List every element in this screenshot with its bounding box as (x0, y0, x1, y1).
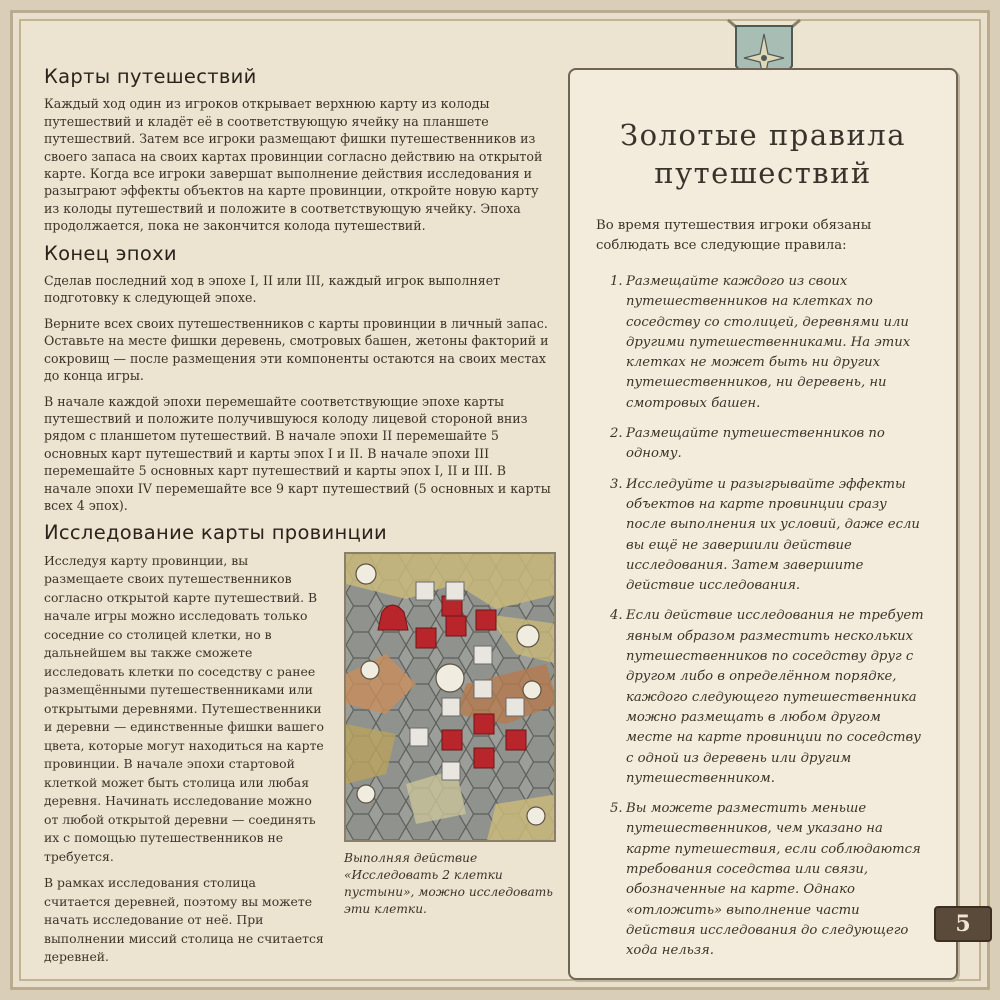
epoch-paragraph-2: Верните всех своих путешественников с карты провинции в личный запас. Оставьте на месте фишки деревень, смотровых башен, жетоны факторий и сокровищ — после размещения эти компоненты остаются на своих местах до конца игры. (44, 315, 549, 384)
page-number: 5 (934, 906, 992, 942)
left-column (44, 62, 554, 977)
rule-item (610, 272, 930, 414)
rule-number: 4. (610, 608, 623, 624)
golden-rules-title: Золотые правила путешествий (620, 118, 906, 190)
explore-section (44, 521, 554, 966)
golden-rules-list (610, 272, 930, 962)
explore-paragraph-2: В рамках исследования столица считается деревней, поэтому вы можете начать исследование от неё. При выполнении миссий столица не считается деревней. (44, 875, 324, 965)
map-caption: Выполняя действие «Исследовать 2 клетки пустыни», можно исследовать эти клетки. (344, 850, 553, 916)
epoch-paragraph-1: Сделав последний ход в эпохе I, II или III, каждый игрок выполняет подготовку к следующей эпохе. (44, 273, 501, 306)
rule-item (610, 799, 930, 961)
rule-item (610, 606, 930, 789)
province-map-illustration (346, 554, 556, 842)
epoch-section (44, 241, 554, 515)
explore-section-title: Исследование карты провинции (44, 521, 388, 545)
rule-text: Если действие исследования не требует явным образом разместить нескольких путешественников по соседству друг с другом либо в определённом порядке, каждого следующего путешественника можно размещать в любом другом месте на карте провинции по соседству с одной из деревень или другим путешественником. (626, 608, 924, 786)
epoch-paragraph-3: В начале каждой эпохи перемешайте соответствующие эпохе карты путешествий и положите получившуюся колоду лицевой стороной вниз рядом с планшетом путешествий. В начале эпохи II перемешайте 5 основных карт путешествий и карты эпох I и II. В начале эпохи III перемешайте 5 основных карт путешествий и карты эпох I, II и III. В начале эпохи IV перемешайте все 9 карт путешествий (5 основных и карты всех 4 эпох). (44, 393, 551, 513)
golden-rules-intro: Во время путешествия игроки обязаны соблюдать все следующие правила: (596, 218, 872, 253)
rule-number: 5. (610, 801, 623, 817)
golden-rules-scroll (568, 68, 958, 980)
province-map-figure (344, 552, 559, 926)
epoch-section-title: Конец эпохи (44, 241, 177, 265)
cards-section-body: Каждый ход один из игроков открывает верхнюю карту из колоды путешествий и кладёт её в соответствующую ячейку на планшете путешествий. Затем все игроки размещают фишки путешественников из своего запаса на своих картах провинции согласно действию на открытой карте. Когда все игроки завершат выполнение действия исследования и разыграют эффекты объектов на карте провинции, откройте новую карту из колоды путешествий и положите в соответствующую ячейку. Эпоха продолжается, пока не закончится колода путешествий. (44, 96, 543, 234)
rule-number: 1. (610, 274, 623, 289)
rule-text: Размещайте каждого из своих путешественников на клетках по соседству со столицей, деревнями или другими путешественниками. На этих клетках не может быть ни других путешественников, ни деревень, ни смотровых башен. (626, 274, 911, 411)
rule-number: 3. (610, 476, 623, 492)
rule-text: Размещайте путешественников по одному. (626, 426, 885, 462)
rule-item (610, 475, 930, 597)
rule-number: 2. (610, 426, 623, 442)
rule-item (610, 424, 930, 465)
rule-text: Исследуйте и разыгрывайте эффекты объектов на карте провинции сразу после выполнения их условий, даже если вы ещё не завершили действие исследования. Затем завершите действие исследования. (626, 476, 920, 594)
cards-section (44, 65, 554, 235)
cards-section-title: Карты путешествий (44, 65, 257, 88)
rule-text: Вы можете разместить меньше путешественников, чем указано на карте путешествия, если соблюдаются требования соседства или связи, обозначенные на карте. Однако «отложить» выполнение части действия исследования до следующего хода нельзя. (626, 801, 921, 959)
explore-paragraph-1: Исследуя карту провинции, вы размещаете своих путешественников согласно открытой карте путешествий. В начале игры можно исследовать только соседние со столицей клетки, но в дальнейшем вы также сможете исследовать клетки по соседству с ранее размещёнными путешественниками или открытыми деревнями. Путешественники и деревни — единственные фишки вашего цвета, которые могут находиться на карте провинции. В начале эпохи стартовой клеткой может быть столица или любая деревня. Начинать исследование можно от любой открытой деревни — соединять их с помощью путешественников не требуется. (44, 552, 324, 864)
province-map (344, 552, 556, 842)
